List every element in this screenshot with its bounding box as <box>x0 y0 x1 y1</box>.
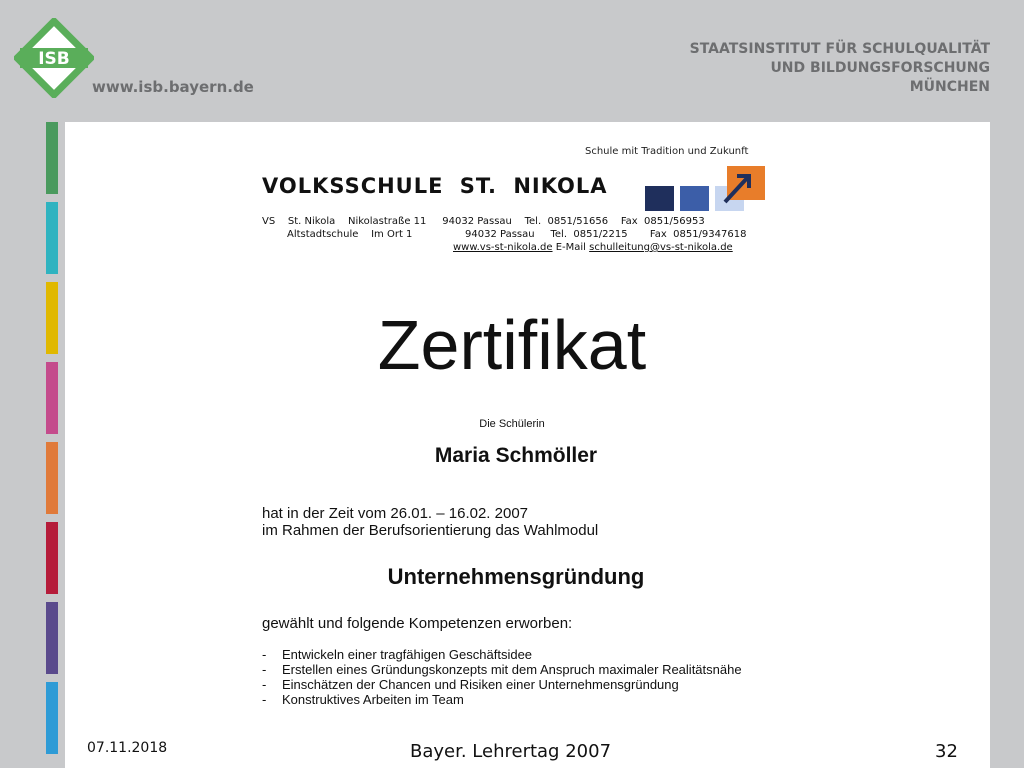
competence-intro: gewählt und folgende Kompetenzen erworben: <box>262 615 573 632</box>
institute-line-1: STAATSINSTITUT FÜR SCHULQUALITÄT <box>689 41 990 57</box>
email-label: E-Mail <box>555 242 586 253</box>
color-strip <box>46 202 58 274</box>
isb-logo <box>14 18 94 98</box>
list-item: - Erstellen eines Gründungskonzepts mit dem Anspruch maximaler Realitätsnähe <box>262 662 742 677</box>
certificate-intro: Die Schülerin <box>479 418 545 430</box>
competence-text: Konstruktives Arbeiten im Team <box>282 692 464 707</box>
school-name: VOLKSSCHULE ST. NIKOLA <box>262 174 608 198</box>
isb-website: www.isb.bayern.de <box>92 78 254 96</box>
period-line: hat in der Zeit vom 26.01. – 16.02. 2007 <box>262 505 529 522</box>
logo-lettering: ISB <box>38 49 70 69</box>
competence-text: Entwickeln einer tragfähigen Geschäftsidee <box>282 647 533 662</box>
module-name: Unternehmensgründung <box>387 564 645 589</box>
competence-text: Einschätzen der Chancen und Risiken einer Unternehmensgründung <box>282 677 679 692</box>
address-line-2b: 94032 Passau Tel. 0851/2215 Fax 0851/9347618 <box>465 229 747 240</box>
context-line: im Rahmen der Berufsorientierung das Wahlmodul <box>262 522 599 539</box>
slide-date: 07.11.2018 <box>87 740 168 756</box>
list-item: - Einschätzen der Chancen und Risiken einer Unternehmensgründung <box>262 677 679 692</box>
competence-list <box>262 647 762 707</box>
color-strips <box>46 122 58 762</box>
slide-number: 32 <box>935 741 958 762</box>
slide-event: Bayer. Lehrertag 2007 <box>410 741 612 762</box>
institute-name <box>690 40 990 97</box>
color-strip <box>46 122 58 194</box>
list-item: - Konstruktives Arbeiten im Team <box>262 692 464 707</box>
list-item: - Entwickeln einer tragfähigen Geschäftsidee <box>262 647 533 662</box>
color-strip <box>46 682 58 754</box>
arrow-icon <box>721 166 765 206</box>
address-line-1: VS St. Nikola Nikolastraße 11 94032 Passau Tel. 0851/51656 Fax 0851/56953 <box>262 216 705 227</box>
logo-square-dark <box>645 186 674 211</box>
logo-square-blue <box>680 186 709 211</box>
address-line-2: Altstadtschule Im Ort 1 <box>287 229 413 240</box>
student-name: Maria Schmöller <box>434 444 598 467</box>
contact-line <box>453 242 733 253</box>
competence-text: Erstellen eines Gründungskonzepts mit dem Anspruch maximaler Realitätsnähe <box>282 662 742 677</box>
school-motto: Schule mit Tradition und Zukunft <box>585 146 749 157</box>
school-email-link[interactable]: schulleitung@vs-st-nikola.de <box>589 242 733 253</box>
institute-line-3: MÜNCHEN <box>909 79 990 95</box>
school-website-link[interactable]: www.vs-st-nikola.de <box>453 242 553 253</box>
color-strip <box>46 602 58 674</box>
institute-line-2: UND BILDUNGSFORSCHUNG <box>770 60 990 76</box>
certificate-title: Zertifikat <box>377 306 647 384</box>
